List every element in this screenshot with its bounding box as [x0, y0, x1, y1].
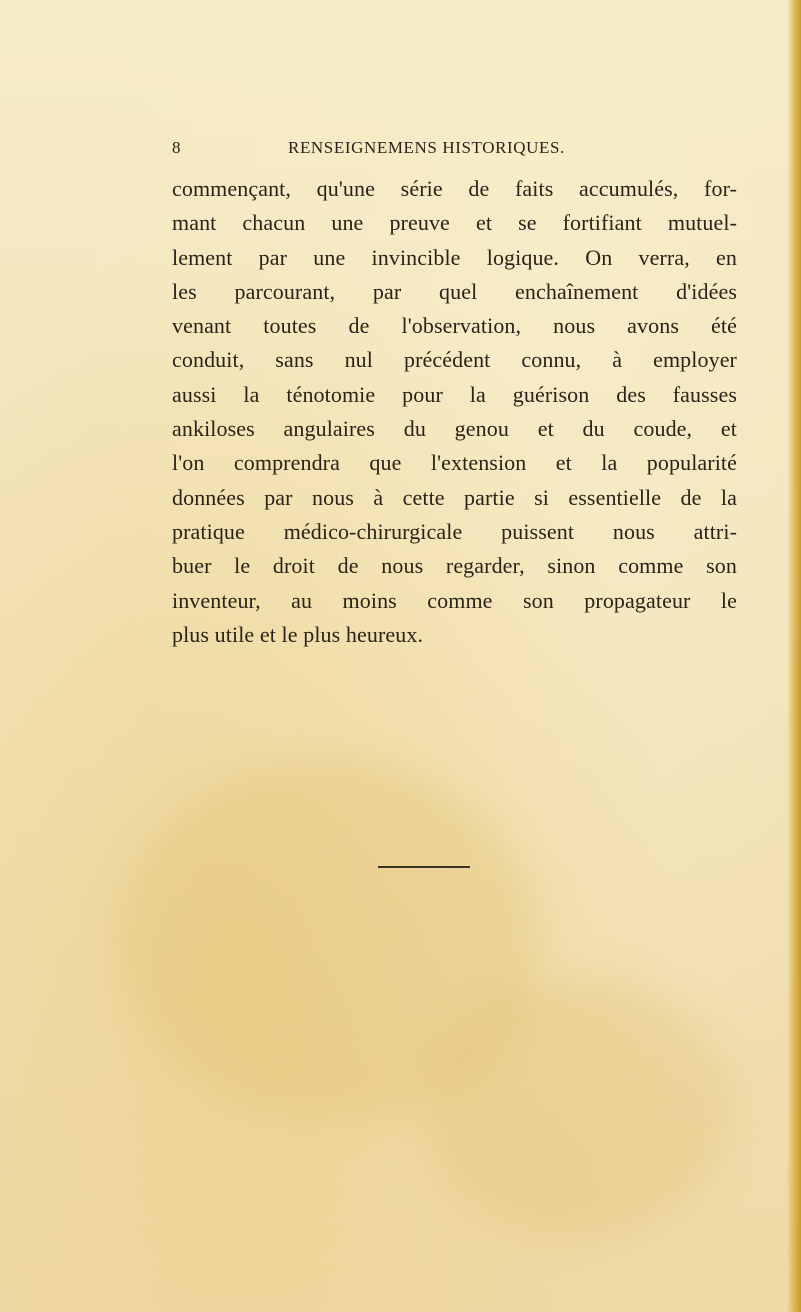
running-head: RENSEIGNEMENS HISTORIQUES.	[288, 138, 565, 157]
text-line: buer le droit de nous regarder, sinon comme son	[172, 553, 737, 579]
body-paragraph	[172, 172, 737, 652]
text-line: données par nous à cette partie si essentielle de la	[172, 484, 737, 510]
text-line: conduit, sans nul précédent connu, à employer	[172, 347, 737, 373]
text-line: commençant, qu'une série de faits accumulés, for-	[172, 176, 737, 201]
text-line: mant chacun une preuve et se fortifiant mutuel-	[172, 210, 737, 236]
section-rule	[378, 866, 470, 868]
page-header	[172, 138, 732, 162]
text-line: pratique médico-chirurgicale puissent nous attri-	[172, 518, 737, 544]
page-edge	[787, 0, 801, 1312]
text-line: lement par une invincible logique. On verra, en	[172, 244, 737, 270]
text-line: ankiloses angulaires du genou et du coude, et	[172, 416, 737, 442]
text-line: aussi la ténotomie pour la guérison des fausses	[172, 381, 737, 407]
text-line: inventeur, au moins comme son propagateur le	[172, 587, 737, 613]
text-line: venant toutes de l'observation, nous avons été	[172, 313, 737, 339]
page-number: 8	[172, 138, 182, 157]
text-line: les parcourant, par quel enchaînement d'idées	[172, 278, 737, 304]
text-line: l'on comprendra que l'extension et la popularité	[172, 450, 737, 476]
text-line: plus utile et le plus heureux.	[172, 621, 424, 647]
paper-stain	[430, 980, 730, 1240]
